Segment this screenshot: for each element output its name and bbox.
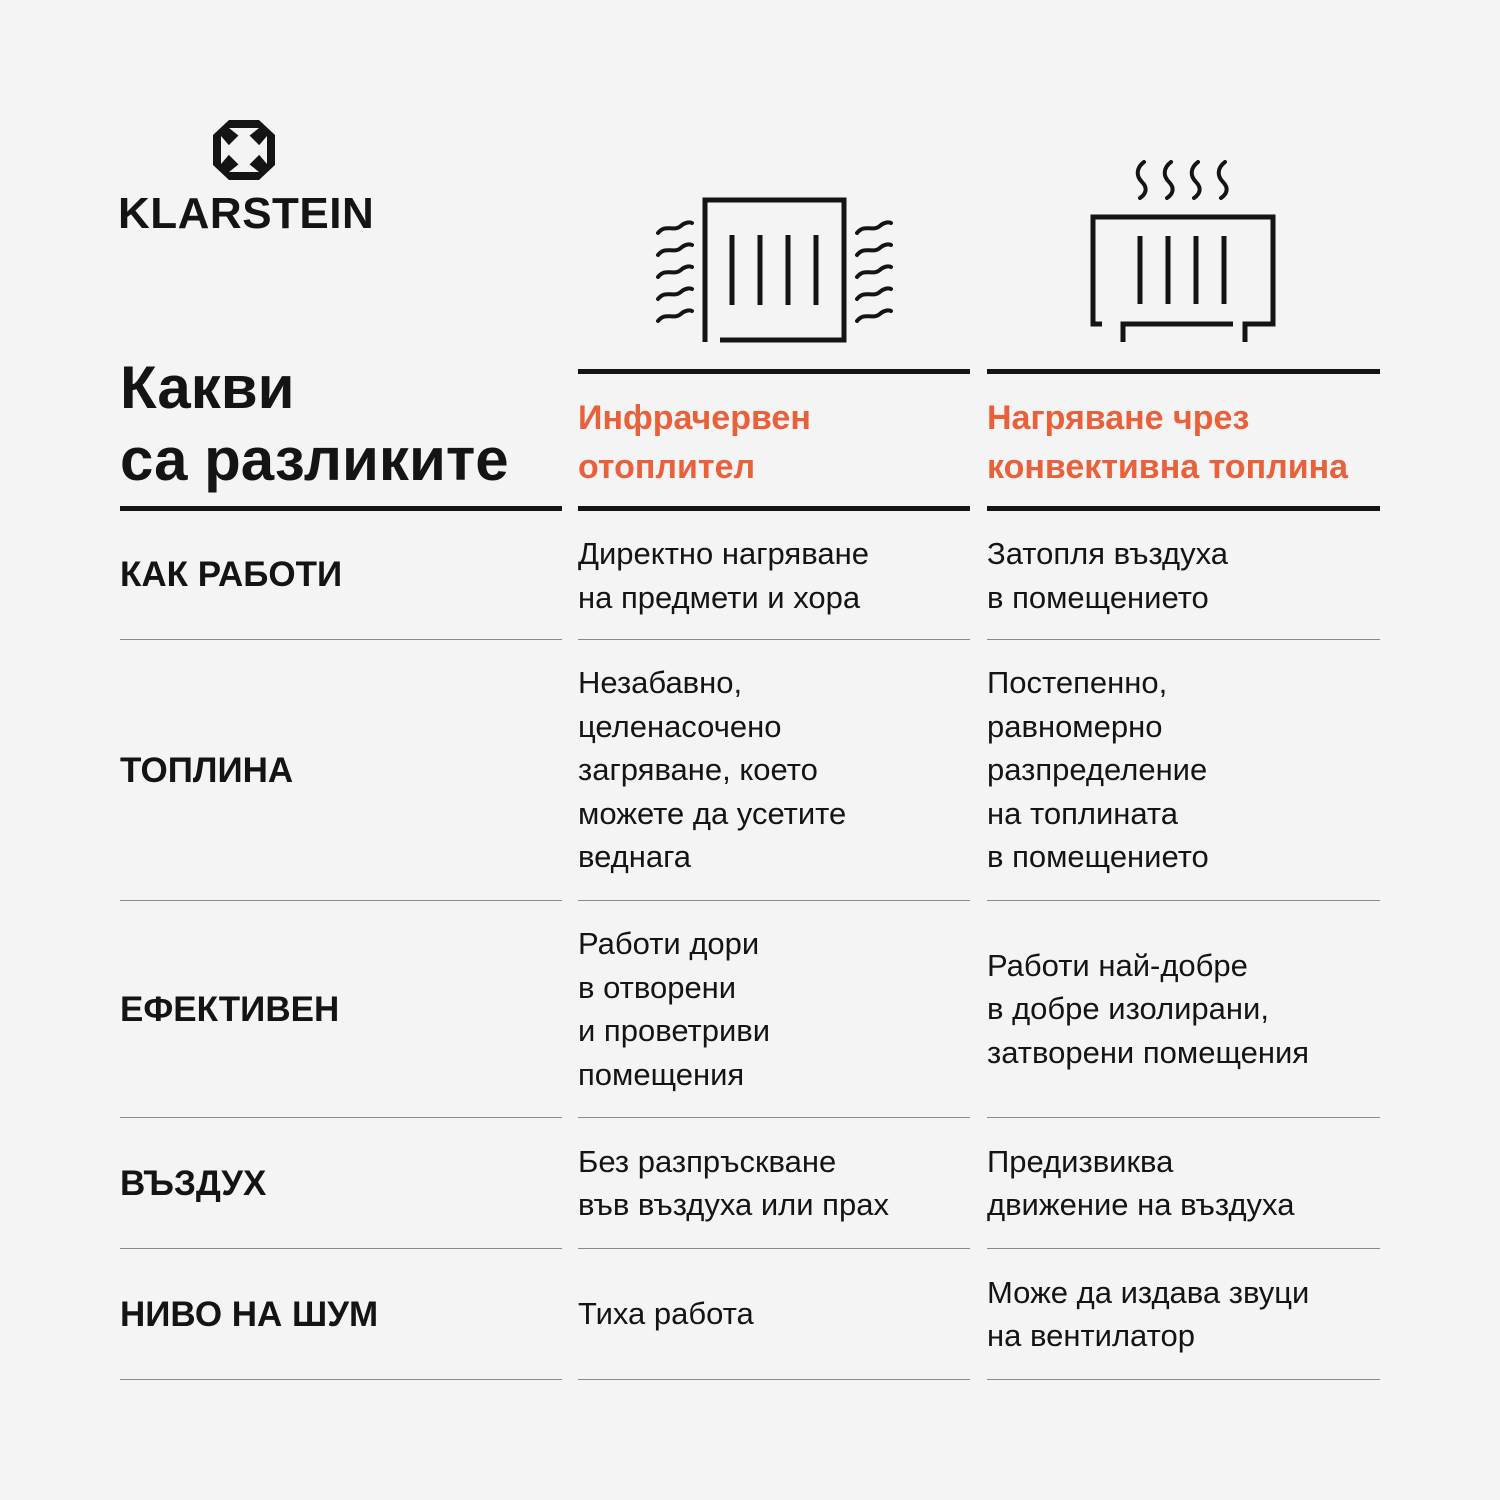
cell-convection [987, 1249, 1380, 1379]
cell-line: във въздуха или прах [578, 1187, 889, 1222]
convection-heater-icon [1088, 158, 1278, 344]
cell-convection [987, 640, 1380, 900]
row-divider [578, 1379, 970, 1380]
row-label: КАК РАБОТИ [120, 555, 343, 594]
row-divider [120, 639, 562, 640]
cell-line: Работи най-добре [987, 947, 1248, 983]
column-header-infrared [578, 394, 811, 492]
brand-name: KLARSTEIN [118, 189, 375, 238]
cell-line: веднага [578, 839, 691, 875]
cell-line: Затопля въздуха [987, 536, 1228, 571]
row-divider [120, 1379, 562, 1380]
cell-convection [987, 1118, 1380, 1248]
cell-line: в отворени [578, 969, 737, 1005]
cell-line: в помещението [987, 579, 1209, 615]
header-bottom-rule [120, 506, 562, 511]
cell-infrared [578, 511, 970, 640]
row-divider [120, 900, 562, 901]
cell-line: Предизвиква [987, 1143, 1174, 1179]
cell-line: разпределение [987, 752, 1208, 788]
title-line: са разликите [120, 426, 509, 493]
column-header-line: отоплител [578, 448, 756, 486]
cell-line: Може да издава звуци [987, 1274, 1310, 1310]
page-title [120, 352, 509, 496]
column-header-line: Нагряване чрез [987, 399, 1250, 437]
cell-line: загряване, което [578, 752, 818, 788]
cell-infrared [578, 901, 970, 1117]
column-top-rule [987, 369, 1380, 374]
infrared-heater-icon [652, 195, 896, 345]
cell-line: помещения [578, 1056, 745, 1092]
cell-line: Постепенно, [987, 665, 1168, 701]
title-line: Какви [120, 354, 295, 421]
column-header-line: Инфрачервен [578, 399, 811, 437]
cell-line: Без разпръскване [578, 1143, 837, 1179]
row-label: ТОПЛИНА [120, 751, 294, 790]
column-header-line: конвективна топлина [987, 448, 1349, 486]
row-label: ЕФЕКТИВЕН [120, 990, 340, 1029]
cell-line: и проветриви [578, 1013, 771, 1048]
cell-line: Работи дори [578, 926, 760, 961]
column-top-rule [578, 369, 970, 374]
cell-infrared [578, 1249, 970, 1379]
cell-infrared [578, 1118, 970, 1248]
cell-line: равномерно [987, 708, 1163, 744]
column-header-convection [987, 394, 1348, 492]
cell-line: Тиха работа [578, 1296, 754, 1332]
klarstein-logo-icon [213, 120, 275, 180]
row-label: ВЪЗДУХ [120, 1164, 267, 1203]
cell-line: Директно нагряване [578, 536, 869, 571]
cell-line: можете да усетите [578, 795, 847, 831]
row-label: НИВО НА ШУМ [120, 1295, 379, 1334]
cell-line: на вентилатор [987, 1318, 1195, 1353]
cell-convection [987, 901, 1380, 1117]
row-divider [987, 1379, 1380, 1380]
row-divider [120, 1248, 562, 1249]
cell-infrared [578, 640, 970, 900]
cell-line: целенасочено [578, 708, 782, 744]
cell-line: Незабавно, [578, 665, 743, 701]
cell-line: в помещението [987, 839, 1209, 875]
cell-line: движение на въздуха [987, 1187, 1295, 1222]
cell-line: на предмети и хора [578, 579, 861, 615]
cell-line: затворени помещения [987, 1034, 1310, 1070]
cell-line: в добре изолирани, [987, 991, 1269, 1027]
row-divider [120, 1117, 562, 1118]
cell-convection [987, 511, 1380, 640]
cell-line: на топлината [987, 795, 1179, 831]
